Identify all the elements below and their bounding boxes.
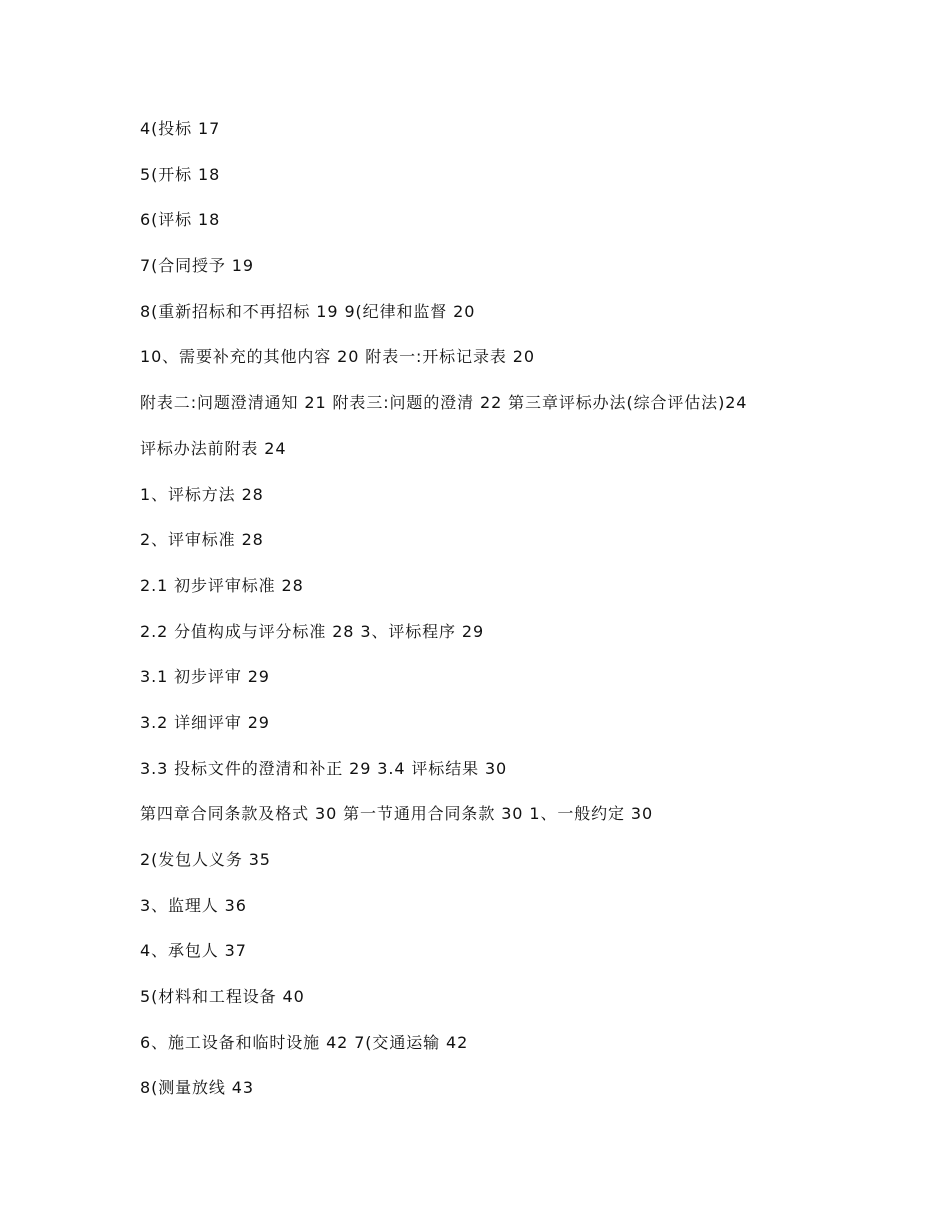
toc-entry: 2.2 分值构成与评分标准 28 3、评标程序 29 [140,621,485,641]
toc-entry: 7(合同授予 19 [140,256,254,276]
toc-entry: 6、施工设备和临时设施 42 7(交通运输 42 [140,1032,469,1052]
toc-entry: 6(评标 18 [140,210,221,230]
toc-entry: 第四章合同条款及格式 30 第一节通用合同条款 30 1、一般约定 30 [140,804,654,824]
toc-entry: 评标办法前附表 24 [140,438,287,458]
toc-entry: 1、评标方法 28 [140,484,264,504]
toc-entry: 附表二:问题澄清通知 21 附表三:问题的澄清 22 第三章评标办法(综合评估法)24 [140,393,748,413]
toc-entry: 4(投标 17 [140,119,221,138]
toc-entry: 3.1 初步评审 29 [140,667,270,687]
toc-entry: 2、评审标准 28 [140,530,264,550]
toc-entry: 3.2 详细评审 29 [140,712,270,732]
toc-entry: 8(测量放线 43 [140,1078,254,1098]
toc-entry: 10、需要补充的其他内容 20 附表一:开标记录表 20 [140,347,535,367]
toc-entry: 8(重新招标和不再招标 19 9(纪律和监督 20 [140,301,476,321]
toc-entry: 2.1 初步评审标准 28 [140,575,304,595]
toc-entry: 2(发包人义务 35 [140,850,271,869]
toc-entry: 3、监理人 36 [140,895,247,915]
toc-entry: 3.3 投标文件的澄清和补正 29 3.4 评标结果 30 [140,758,508,778]
table-of-contents [140,118,920,1123]
toc-entry: 5(开标 18 [140,164,221,184]
toc-entry: 4、承包人 37 [140,941,247,961]
toc-entry: 5(材料和工程设备 40 [140,987,305,1007]
